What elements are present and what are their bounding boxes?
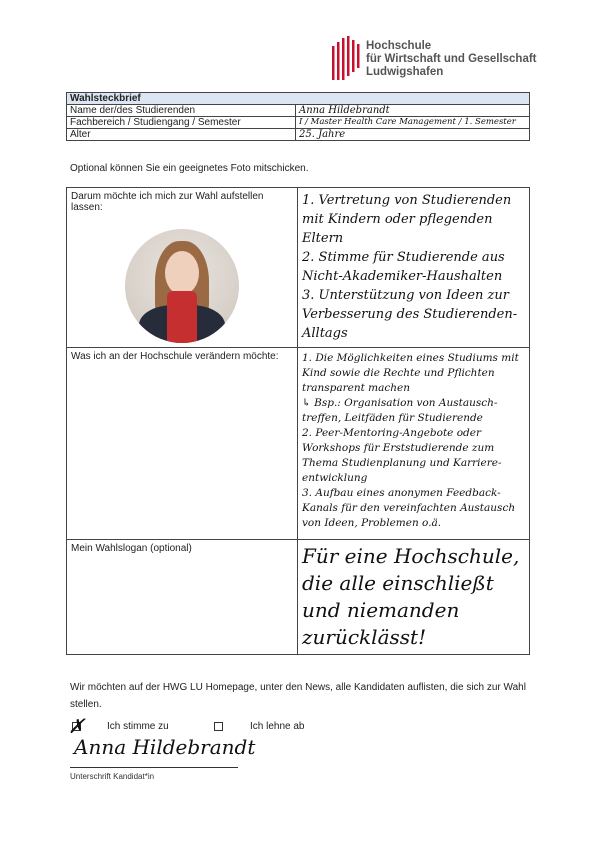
why-label: Darum möchte ich mich zur Wahl aufstellen lassen: <box>71 191 264 213</box>
change-row <box>67 348 530 540</box>
photo-face <box>165 251 199 295</box>
agree-cross-mark-icon: ✗ <box>68 714 85 738</box>
study-row <box>67 117 530 129</box>
signature-label: Unterschrift Kandidat*in <box>70 772 155 781</box>
logo-bars-icon <box>330 36 362 82</box>
name-row <box>67 105 530 117</box>
name-label: Name der/des Studierenden <box>67 105 296 117</box>
info-table <box>66 92 530 141</box>
why-row <box>67 188 530 348</box>
slogan-label-cell <box>67 540 298 655</box>
slogan-row <box>67 540 530 655</box>
slogan-answer: Für eine Hochschule, die alle einschließt und niemanden zurücklässt! <box>298 540 530 655</box>
study-value: I / Master Health Care Management / 1. Semester <box>296 117 530 129</box>
change-answer: 1. Die Möglichkeiten eines Studiums mit Kind sowie die Rechte und Pflichten transparent machen ↳ Bsp.: Organisation von Austausch-treffen, Leitfäden für Studierende 2. Peer-Mentoring-Angebote oder Workshops für Erststudierende zum Thema Studienplanung und Karriere-entwicklung 3. Aufbau eines anonymen Feedback-Kanals für den vereinfachten Austausch von Ideen, Problemen o.ä. <box>298 348 530 540</box>
main-table <box>66 187 530 655</box>
logo-text <box>366 40 537 79</box>
candidate-signature: Anna Hildebrandt <box>74 735 256 759</box>
logo-line-3: Ludwigshafen <box>366 66 444 78</box>
university-logo <box>330 36 540 86</box>
logo-line-2: für Wirtschaft und Gesellschaft <box>366 53 537 65</box>
name-value: Anna Hildebrandt <box>296 105 530 117</box>
info-header-row <box>67 93 530 105</box>
signature-line <box>70 767 238 768</box>
study-label: Fachbereich / Studiengang / Semester <box>67 117 296 129</box>
agree-label: Ich stimme zu <box>107 721 169 732</box>
logo-line-1: Hochschule <box>366 40 432 52</box>
age-label: Alter <box>67 129 296 141</box>
change-label-cell <box>67 348 298 540</box>
change-label: Was ich an der Hochschule verändern möchte: <box>71 351 279 362</box>
candidate-photo <box>125 229 239 343</box>
optional-photo-note: Optional können Sie ein geeignetes Foto mitschicken. <box>70 163 309 174</box>
why-answer: 1. Vertretung von Studierenden mit Kindern oder pflegenden Eltern 2. Stimme für Studierende aus Nicht-Akademiker-Haushalten 3. Unterstützung von Ideen zur Verbesserung des Studierenden-Alltags <box>298 188 530 348</box>
decline-box-icon <box>214 722 223 731</box>
slogan-label: Mein Wahlslogan (optional) <box>71 543 192 554</box>
age-row <box>67 129 530 141</box>
homepage-consent-text: Wir möchten auf der HWG LU Homepage, unter den News, alle Kandidaten auflisten, die sich zur Wahl stellen. <box>70 682 526 710</box>
photo-scarf <box>167 291 197 343</box>
decline-label: Ich lehne ab <box>250 721 305 732</box>
why-label-cell <box>67 188 298 348</box>
info-header: Wahlsteckbrief <box>67 93 530 105</box>
age-value: 25. Jahre <box>296 129 530 141</box>
